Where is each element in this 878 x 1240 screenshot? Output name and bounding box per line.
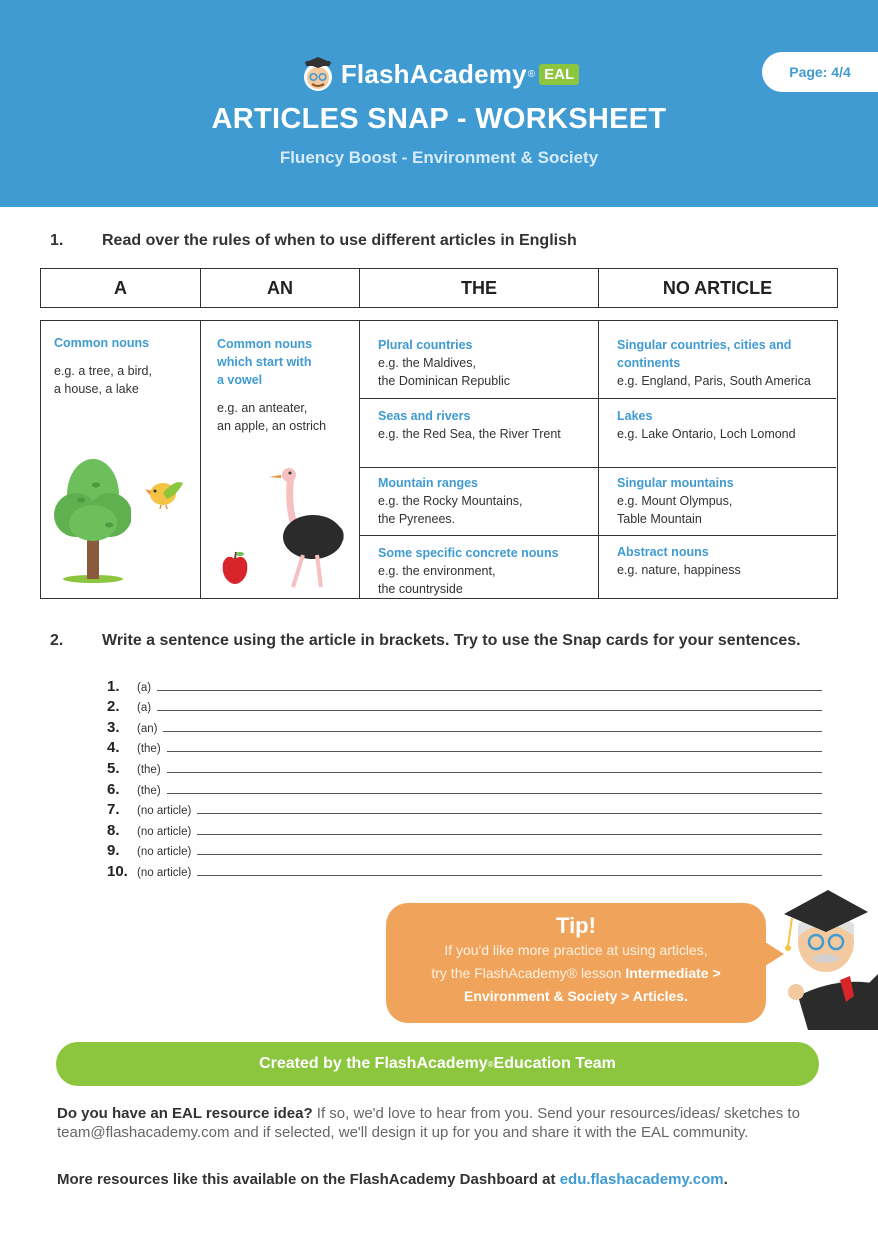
sentence-line[interactable] (107, 674, 822, 695)
sentence-line[interactable] (107, 756, 822, 777)
the-rule-cell (360, 536, 599, 598)
write-line[interactable] (197, 834, 822, 835)
sentence-line[interactable] (107, 839, 822, 860)
line-number: 10. (107, 862, 128, 880)
no-article-rule-cell (599, 399, 836, 468)
rule-title: Common nouns (217, 337, 313, 351)
eal-badge: EAL (539, 64, 579, 85)
header-banner (0, 0, 878, 207)
line-article: (a) (137, 702, 152, 715)
line-number: 1. (107, 677, 120, 695)
rules-table (40, 320, 838, 599)
sentence-line[interactable] (107, 777, 822, 798)
line-number: 9. (107, 842, 120, 860)
resource-idea-question: Do you have an EAL resource idea? (57, 1105, 313, 1122)
write-line[interactable] (197, 813, 822, 814)
tip-bubble (386, 903, 766, 1023)
sentence-line[interactable] (107, 736, 822, 757)
rule-example: the Pyrenees. (378, 512, 456, 526)
rule-example: Table Mountain (617, 512, 702, 526)
write-line[interactable] (167, 751, 822, 752)
line-article: (an) (137, 722, 158, 735)
line-article: (no article) (137, 825, 192, 838)
professor-logo-icon (299, 54, 337, 94)
dashboard-link[interactable]: edu.flashacademy.com (559, 1171, 724, 1188)
write-line[interactable] (167, 772, 822, 773)
column-header-the: THE (360, 269, 599, 307)
rule-title: Mountain ranges (378, 476, 479, 490)
rule-example: the Dominican Republic (378, 374, 511, 388)
tip-line-1: If you'd like more practice at using articles, (444, 942, 708, 958)
rule-title: Singular countries, cities and (617, 338, 792, 352)
tip-lesson-level: Intermediate > (625, 965, 721, 981)
article-header-row (40, 268, 838, 308)
rule-example: e.g. the Maldives, (378, 356, 476, 370)
line-number: 4. (107, 739, 120, 757)
rule-title: which start with (217, 355, 312, 369)
ostrich-icon (265, 465, 347, 589)
rule-example: a house, a lake (54, 382, 139, 396)
write-line[interactable] (163, 731, 822, 732)
no-article-rule-cell (599, 321, 836, 399)
column-a (41, 321, 201, 598)
tip-line-2 (386, 962, 766, 985)
no-article-rule-cell (599, 536, 836, 598)
section-2-text: Write a sentence using the article in brackets. Try to use the Snap cards for your sentences. (102, 632, 801, 649)
section-2-number: 2. (50, 632, 64, 649)
no-article-rule-cell (599, 468, 836, 536)
sentence-line[interactable] (107, 695, 822, 716)
write-line[interactable] (157, 690, 822, 691)
column-header-no-article: NO ARTICLE (662, 277, 773, 298)
rule-example: e.g. the environment, (378, 564, 496, 578)
rule-example: e.g. an anteater, (217, 401, 308, 415)
rule-example: e.g. nature, happiness (617, 563, 741, 577)
rule-example: e.g. the Red Sea, the River Trent (378, 427, 561, 441)
line-article: (the) (137, 784, 161, 797)
page-title: ARTICLES SNAP - WORKSHEET (211, 103, 667, 135)
rule-example: e.g. a tree, a bird, (54, 364, 152, 378)
line-number: 3. (107, 718, 120, 736)
sentence-lines (107, 674, 822, 880)
more-resources-period: . (723, 1171, 728, 1188)
credit-banner (56, 1042, 819, 1086)
tip-line-3 (386, 985, 766, 1008)
section-1-heading (50, 232, 577, 250)
logo-registered-mark: ® (527, 68, 536, 80)
sentence-line[interactable] (107, 715, 822, 736)
tip-title: Tip! (556, 913, 596, 938)
rule-example: e.g. the Rocky Mountains, (378, 494, 523, 508)
sentence-line[interactable] (107, 818, 822, 839)
rule-example: e.g. Lake Ontario, Loch Lomond (617, 427, 796, 441)
the-rule-cell (360, 399, 599, 468)
section-1-text: Read over the rules of when to use different articles in English (102, 232, 577, 249)
resource-idea-body: If so, we'd love to hear from you. Send your resources/ideas/ sketches to team@flashacademy.com and if selected, we'll design it up for you and share it with the EAL community. (57, 1105, 800, 1141)
rule-example: e.g. Mount Olympus, (617, 494, 733, 508)
tree-icon (51, 455, 131, 583)
rule-title: Plural countries (378, 338, 473, 352)
line-article: (no article) (137, 866, 192, 879)
line-article: (no article) (137, 846, 192, 859)
column-header-an: AN (201, 269, 360, 307)
bird-icon (145, 475, 185, 509)
write-line[interactable] (167, 793, 822, 794)
the-rule-cell (360, 321, 599, 399)
line-number: 7. (107, 801, 120, 819)
more-resources-text (57, 1170, 832, 1189)
resource-idea-text (57, 1104, 832, 1142)
rule-title: a vowel (217, 373, 263, 387)
column-an (201, 321, 360, 598)
credit-text-end: Education Team (493, 1055, 616, 1072)
rule-title: Common nouns (54, 336, 150, 350)
line-number: 5. (107, 759, 120, 777)
line-number: 8. (107, 821, 120, 839)
line-article: (the) (137, 743, 161, 756)
write-line[interactable] (197, 875, 822, 876)
rule-title: Seas and rivers (378, 409, 471, 423)
tip-lesson-path: Environment & Society > Articles. (464, 988, 688, 1004)
line-article: (a) (137, 681, 152, 694)
write-line[interactable] (157, 710, 822, 711)
rule-title: Lakes (617, 409, 653, 423)
write-line[interactable] (197, 854, 822, 855)
rule-title: Abstract nouns (617, 545, 709, 559)
line-article: (no article) (137, 805, 192, 818)
rule-example: the countryside (378, 582, 463, 596)
sentence-line[interactable] (107, 859, 822, 880)
line-number: 2. (107, 698, 120, 716)
sentence-line[interactable] (107, 798, 822, 819)
page-indicator: Page: 4/4 (762, 52, 878, 92)
credit-registered-mark: ® (487, 1059, 494, 1069)
section-1-number: 1. (50, 232, 64, 249)
line-number: 6. (107, 780, 120, 798)
rule-example: an apple, an ostrich (217, 419, 327, 433)
column-header-a: A (41, 269, 201, 307)
more-resources-label: More resources like this available on the FlashAcademy Dashboard at (57, 1171, 560, 1188)
professor-mascot-icon (778, 884, 878, 1030)
line-article: (the) (137, 763, 161, 776)
logo (0, 52, 878, 96)
logo-text: FlashAcademy (340, 58, 527, 89)
credit-text-start: Created by the FlashAcademy (259, 1055, 488, 1072)
the-rule-cell (360, 468, 599, 536)
page-subtitle: Fluency Boost - Environment & Society (279, 148, 599, 167)
tip-line-2-text: try the FlashAcademy® lesson (431, 965, 626, 981)
apple-icon (221, 551, 249, 587)
section-2-heading (50, 632, 801, 650)
rule-title: continents (617, 356, 681, 370)
rule-example: e.g. England, Paris, South America (617, 374, 811, 388)
rule-title: Some specific concrete nouns (378, 546, 559, 560)
rule-title: Singular mountains (617, 476, 734, 490)
